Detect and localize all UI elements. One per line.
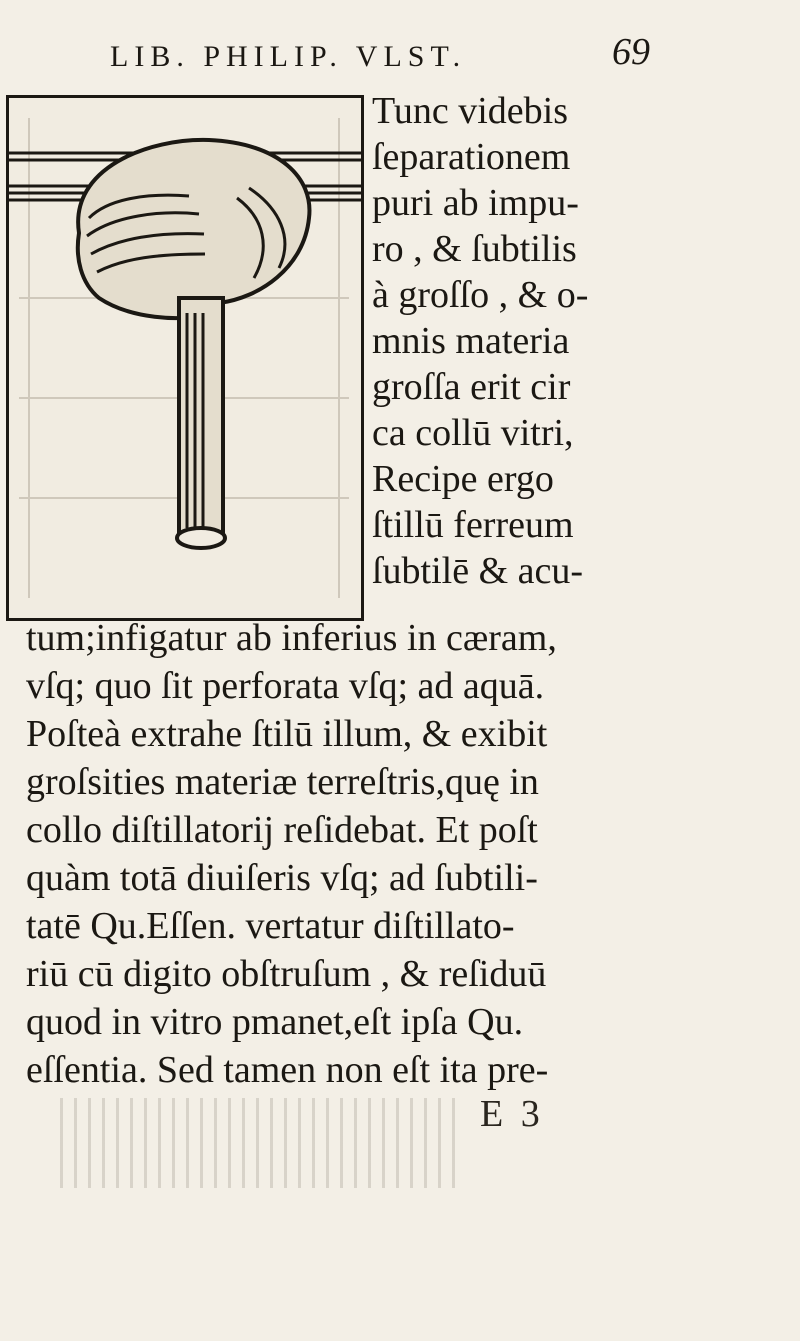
text-line: groſſa erit cir — [372, 366, 571, 408]
text-line: ſtillū ferreum — [372, 504, 574, 546]
text-line: tatē Qu.Eſſen. vertatur diſtillato- — [26, 905, 515, 947]
text-line: tum;infigatur ab inferius in cæram, — [26, 617, 557, 659]
text-line: collo diſtillatorij reſidebat. Et poſt — [26, 809, 538, 851]
text-line: mnis materia — [372, 320, 570, 362]
text-line: ro , & ſubtilis — [372, 228, 577, 270]
text-line: ca collū vitri, — [372, 412, 574, 454]
text-line: groſsities materiæ terreſtris,quę in — [26, 761, 539, 803]
text-line: puri ab impu- — [372, 182, 579, 224]
text-line: Tunc videbis — [372, 90, 569, 132]
text-line: eſſentia. Sed tamen non eſt ita pre- — [26, 1049, 549, 1091]
text-line: vſq; quo ſit perforata vſq; ad aquā. — [26, 665, 545, 707]
running-head: LIB. PHILIP. VLST. — [110, 40, 467, 73]
page-number: 69 — [612, 31, 650, 73]
signature-mark: E 3 — [480, 1093, 544, 1135]
initial-t-illustration — [9, 98, 361, 618]
body-text — [26, 614, 786, 1094]
text-line: riū cū digito obſtruſum , & reſiduū — [26, 953, 547, 995]
decorated-initial-t — [6, 95, 364, 621]
side-text-column — [372, 88, 792, 594]
text-line: Poſteà extrahe ſtilū illum, & exibit — [26, 713, 548, 755]
text-line: à groſſo , & o- — [372, 274, 589, 316]
text-line: ſubtilē & acu- — [372, 550, 584, 592]
text-line: ſeparationem — [372, 136, 571, 178]
text-line: quàm totā diuiſeris vſq; ad ſubtili- — [26, 857, 538, 899]
show-through-ink — [60, 1098, 460, 1188]
text-line: quod in vitro pmanet,eſt ipſa Qu. — [26, 1001, 524, 1043]
text-line: Recipe ergo — [372, 458, 554, 500]
